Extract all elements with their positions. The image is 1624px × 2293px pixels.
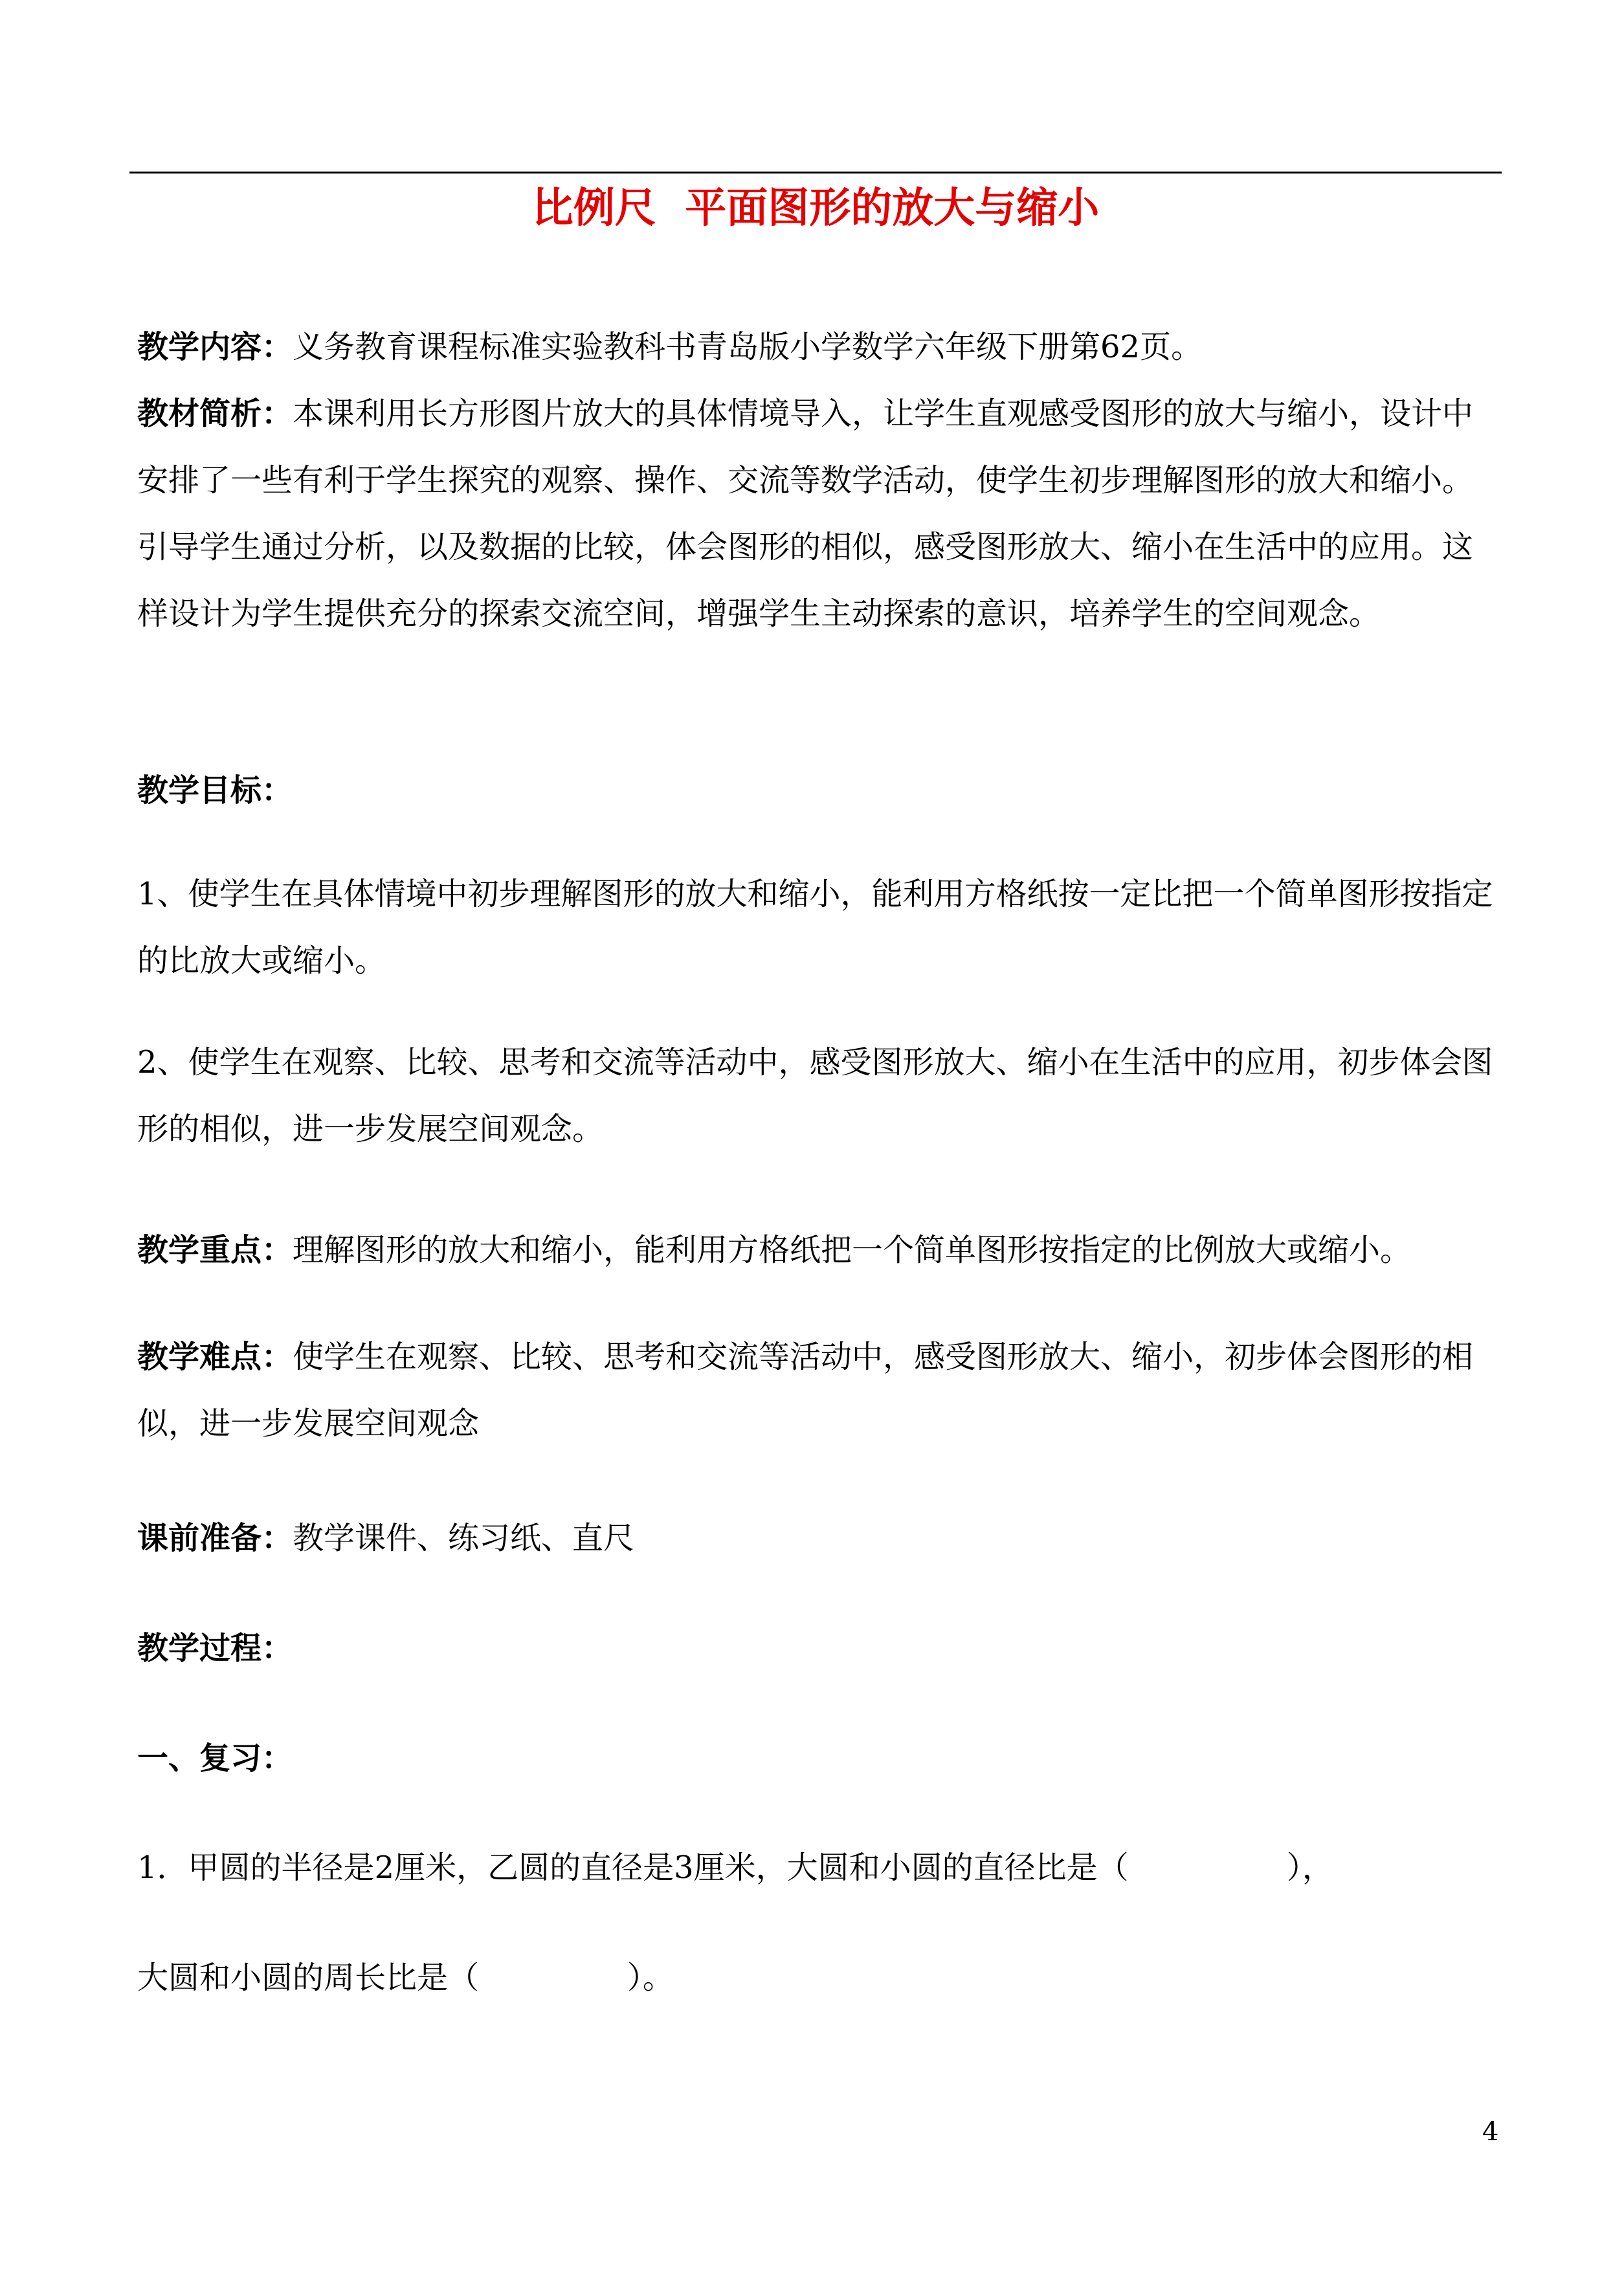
preparation [137, 1505, 1500, 1572]
material-analysis-label: 教材简析： [137, 396, 293, 432]
material-analysis-text: 本课利用长方形图片放大的具体情境导入，让学生直观感受图形的放大与缩小，设计中安排了一些有利于学生探究的观察、操作、交流等数学活动，使学生初步理解图形的放大和缩小。引导学生通过分析，以及数据的比较，体会图形的相似，感受图形放大、缩小在生活中的应用。这样设计为学生提供充分的探索交流空间，增强学生主动探索的意识，培养学生的空间观念。 [137, 396, 1474, 632]
process-heading: 教学过程： [137, 1630, 293, 1666]
key-point-text: 理解图形的放大和缩小，能利用方格纸把一个简单图形按指定的比例放大或缩小。 [293, 1232, 1412, 1268]
review-question-1-line-2: 大圆和小圆的周长比是（ ）。 [137, 1960, 674, 1996]
document-title: 比例尺 平面图形的放大与缩小 [531, 184, 1100, 232]
review-heading: 一、复习： [137, 1740, 293, 1776]
difficulty-text: 使学生在观察、比较、思考和交流等活动中，感受图形放大、缩小，初步体会图形的相似，进一步发展空间观念 [137, 1339, 1474, 1442]
page-number: 4 [1482, 2117, 1499, 2147]
key-point-label: 教学重点： [137, 1232, 293, 1268]
objectives-heading: 教学目标： [137, 772, 293, 809]
teaching-content [137, 314, 1500, 381]
objective-item-1: 1、使学生在具体情境中初步理解图形的放大和缩小，能利用方格纸按一定比把一个简单图形按指定的比放大或缩小。 [137, 876, 1493, 979]
objective-item-2: 2、使学生在观察、比较、思考和交流等活动中，感受图形放大、缩小在生活中的应用，初步体会图形的相似，进一步发展空间观念。 [137, 1044, 1493, 1147]
header-rule [129, 172, 1502, 173]
material-analysis [137, 381, 1500, 647]
teaching-content-label: 教学内容： [137, 329, 293, 365]
preparation-text: 教学课件、练习纸、直尺 [293, 1520, 635, 1556]
difficulty-label: 教学难点： [137, 1339, 293, 1375]
teaching-content-text: 义务教育课程标准实验教科书青岛版小学数学六年级下册第62页。 [293, 329, 1203, 365]
preparation-label: 课前准备： [137, 1520, 293, 1556]
review-question-1-line-1: 1．甲圆的半径是2厘米，乙圆的直径是3厘米，大圆和小圆的直径比是（ ）， [137, 1850, 1333, 1886]
key-point [137, 1217, 1500, 1284]
difficulty [137, 1324, 1500, 1457]
